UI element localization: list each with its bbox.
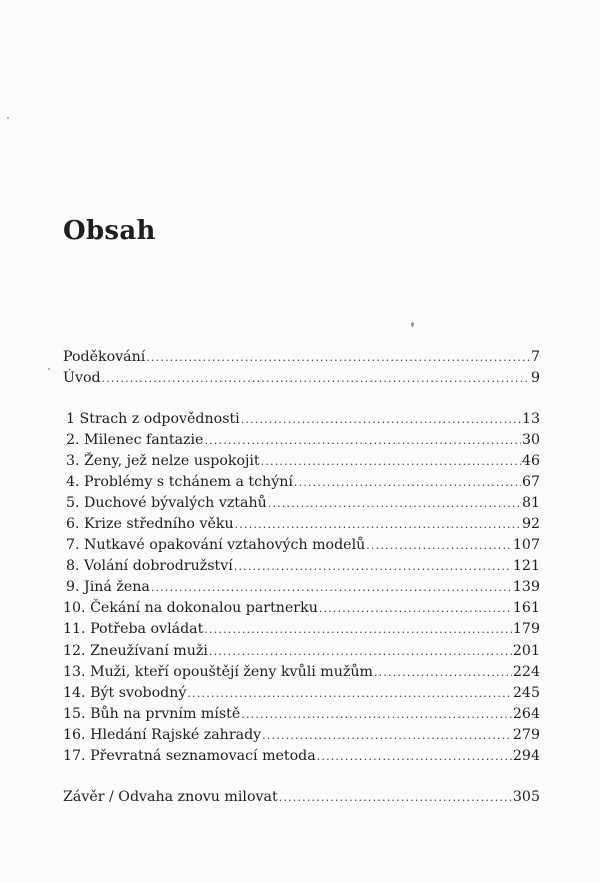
toc-entry-page: 92 (521, 516, 540, 533)
toc-entry-title: 6. Krize středního věku (66, 516, 234, 533)
toc-entry (63, 516, 540, 537)
dot-leader (241, 708, 512, 721)
toc-entry (63, 600, 540, 621)
toc-entry-page: 279 (512, 726, 540, 743)
dot-leader (102, 372, 530, 385)
toc-entry-title: 8. Volání dobrodružství (66, 558, 233, 575)
dot-leader (319, 602, 512, 615)
toc-entry-title: 4. Problémy s tchánem a tchýní (66, 474, 293, 491)
toc-entry-title: 10. Čekání na dokonalou partnerku (63, 600, 318, 617)
toc-entry-page: 139 (512, 579, 540, 596)
page-title: Obsah (63, 216, 156, 246)
toc-front-matter (63, 349, 540, 391)
toc-entry-title: 17. Převratná seznamovací metoda (63, 747, 316, 764)
scan-speck (7, 117, 9, 119)
toc-entry-page: 67 (521, 474, 540, 491)
toc-entry (63, 579, 540, 600)
toc-entry (63, 706, 540, 727)
toc-entry-page: 7 (530, 349, 540, 365)
toc-entry-title: Úvod (63, 370, 101, 387)
toc-entry-title: 3. Ženy, jež nelze uspokojit (66, 453, 260, 470)
toc-chapters (63, 411, 540, 769)
dot-leader (374, 666, 512, 679)
toc-entry-page: 161 (512, 600, 540, 617)
toc-entry (63, 643, 540, 664)
toc-entry (63, 432, 540, 453)
toc-entry-page: 245 (512, 684, 540, 701)
toc-entry (63, 495, 540, 516)
toc-entry-page: 264 (512, 705, 540, 722)
toc-entry-title: 11. Potřeba ovládat (63, 621, 204, 638)
toc-entry (63, 537, 540, 558)
toc-entry-page: 224 (512, 663, 540, 680)
toc-entry-title: 1 Strach z odpovědnosti (66, 411, 240, 427)
toc-entry-title: 14. Být svobodný (63, 684, 187, 701)
dot-leader (268, 497, 521, 510)
toc-entry-page: 121 (512, 558, 540, 575)
dot-leader (366, 539, 512, 552)
toc-entry (63, 664, 540, 685)
toc-entry-title: Závěr / Odvaha znovu milovat (63, 789, 278, 805)
dot-leader (317, 750, 512, 763)
dot-leader (187, 687, 511, 700)
toc-entry-page: 13 (521, 411, 540, 427)
dot-leader (235, 518, 521, 531)
dot-leader (151, 581, 512, 594)
toc-entry-title: 12. Zneužívaní muži (63, 642, 208, 659)
toc-entry-page: 201 (512, 642, 540, 659)
dot-leader (241, 413, 521, 426)
toc-entry-page: 179 (512, 621, 540, 638)
toc-entry (63, 370, 540, 391)
toc-entry-title: 13. Muži, kteří opouštějí ženy kvůli mužům (63, 663, 373, 680)
toc-entry-title: 15. Bůh na prvním místě (63, 705, 241, 722)
toc-entry-title: 16. Hledání Rajské zahrady (63, 726, 262, 743)
toc-entry (63, 748, 540, 769)
toc-entry-title: 2. Milenec fantazie (66, 432, 204, 449)
dot-leader (204, 434, 520, 447)
dot-leader (279, 791, 512, 804)
dot-leader (261, 455, 521, 468)
dot-leader (204, 623, 512, 636)
toc-entry (63, 411, 540, 432)
dot-leader (294, 476, 521, 489)
toc-entry-title: 9. Jiná žena (66, 579, 150, 596)
toc-entry-title: 7. Nutkavé opakování vztahových modelů (66, 537, 366, 554)
dot-leader (234, 560, 512, 573)
dot-leader (262, 729, 512, 742)
toc-entry-page: 294 (512, 747, 540, 764)
toc-entry-page: 107 (512, 537, 540, 554)
toc-back-matter (63, 789, 540, 810)
toc-entry (63, 474, 540, 495)
toc-entry-page: 46 (521, 453, 540, 470)
toc-entry (63, 453, 540, 474)
toc-entry-page: 9 (530, 370, 540, 387)
toc-entry-title: 5. Duchové bývalých vztahů (66, 495, 267, 512)
toc-entry (63, 349, 540, 370)
toc-entry (63, 685, 540, 706)
dot-leader (146, 351, 530, 364)
dot-leader (209, 645, 512, 658)
toc-entry (63, 558, 540, 579)
scan-speck (48, 368, 50, 370)
toc-entry-page: 305 (512, 789, 540, 805)
toc-entry (63, 727, 540, 748)
toc-entry (63, 789, 540, 810)
toc-entry (63, 621, 540, 642)
toc-entry-page: 30 (521, 432, 540, 449)
scan-speck (411, 322, 414, 327)
toc-entry-title: Poděkování (63, 349, 146, 365)
toc-entry-page: 81 (521, 495, 540, 512)
